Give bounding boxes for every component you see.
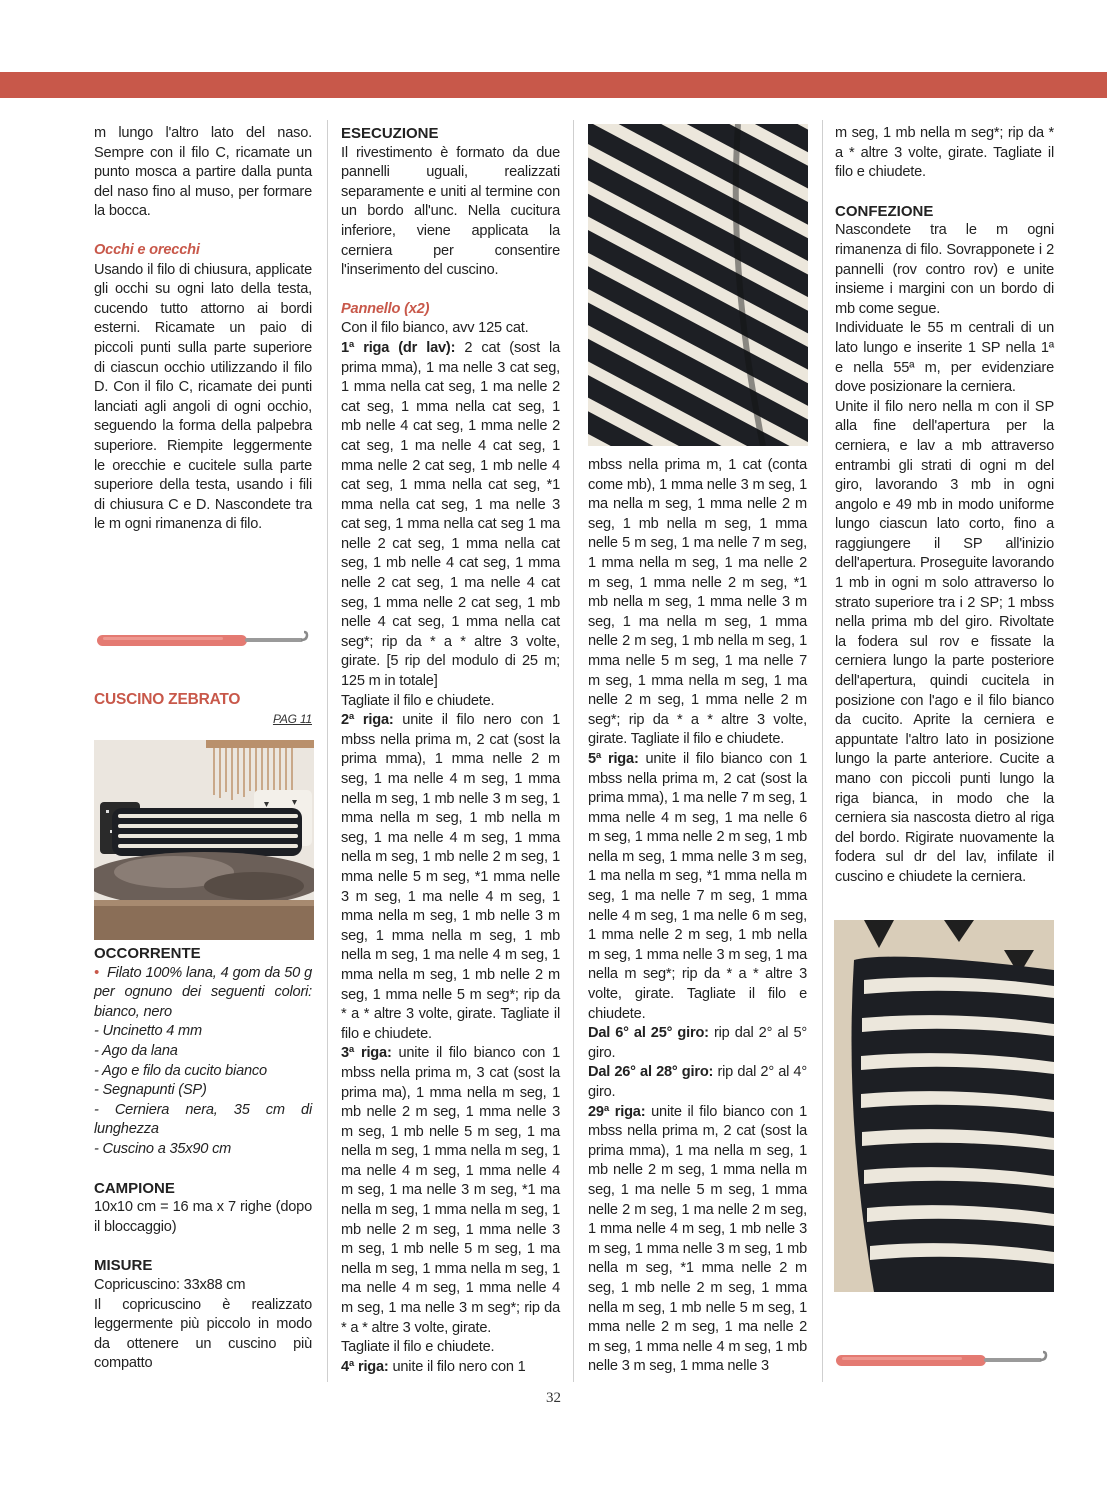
occorrente-item: - Ago da lana <box>94 1042 178 1059</box>
misure-line: Copricuscino: 33x88 cm <box>94 1276 246 1293</box>
riga-1-end: Tagliate il filo e chiudete. <box>341 692 495 709</box>
pillow-photo <box>94 740 314 940</box>
column-2 <box>341 124 560 1377</box>
riga-29: 29ª riga: unite il filo bianco con 1 mbss nella prima m, 2 cat (sost la prima mma), 1 ma nella m seg, 1 mb nelle 2 m seg, 1 mma nella m seg, 1 ma nelle 5 m seg, 1 mma nelle 2 m seg, 1 ma nelle 2 m seg, 1 mma nelle 4 m seg, 1 mb nelle 3 m seg, 1 mma nelle 3 m seg, 1 mb nella m seg, *1 mma nelle 2 m seg, 1 mb nelle 2 m seg, 1 mma nella m seg, 1 mb nelle 5 m seg, 1 mma nelle 2 m seg, 1 ma nelle 2 m seg, 1 mma nelle 4 m seg, 1 mb nelle 3 m seg, 1 mma nelle 3 <box>588 1103 807 1375</box>
column-4 <box>835 124 1054 888</box>
column-3 <box>588 456 807 1377</box>
pillow-corner-photo <box>834 920 1054 1292</box>
occorrente-item: • Filato 100% lana, 4 gom da 50 g per ognuno dei seguenti colori: bianco, nero <box>94 964 312 1020</box>
esecuzione-title: ESECUZIONE <box>341 125 439 142</box>
col4-intro: m seg, 1 mb nella m seg*; rip da * a * altre 3 volte, girate. Tagliate il filo e chiudete. <box>835 125 1054 181</box>
page-number: 32 <box>546 1390 561 1406</box>
riga-1: 1ª riga (dr lav): 2 cat (sost la prima mma), 1 ma nelle 3 cat seg, 1 mma nella cat seg, 1 ma nelle 2 cat seg, 1 mma nella cat seg, 1 mb nelle 4 cat seg, 1 mma nelle 2 cat seg, 1 ma nelle 4 cat seg, 1 mma nelle 2 cat seg, 1 mb nelle 4 cat seg, 1 mma nella cat seg, *1 mma nella cat seg, 1 ma nelle 3 cat seg, 1 mma nella cat seg 1 ma nelle 2 cat seg, 1 mma nella cat seg, 1 mb nelle 4 cat seg, 1 mma nelle 2 cat seg, 1 ma nelle 4 cat seg, 1 mma nelle 2 cat seg, 1 mb nelle 4 cat seg, 1 mma nella cat seg*; rip da * a * altre 3 volte, girate. [5 rip del modulo di 25 m; 125 m in totale] <box>341 339 560 690</box>
pattern-title: CUSCINO ZEBRATO <box>94 691 241 708</box>
occorrente-title: OCCORRENTE <box>94 945 201 962</box>
confezione-title: CONFEZIONE <box>835 202 934 220</box>
occorrente-item: - Ago e filo da cucito bianco <box>94 1062 267 1079</box>
campione-title: CAMPIONE <box>94 1179 175 1197</box>
occorrente-item: - Cerniera nera, 35 cm di lunghezza <box>94 1101 312 1138</box>
riga-4: 4ª riga: unite il filo nero con 1 <box>341 1358 526 1375</box>
riga-4-cont: mbss nella prima m, 1 cat (conta come mb), 1 mma nelle 3 m seg, 1 ma nella m seg, 1 mma nelle 2 m seg, 1 mb nella m seg, 1 mma nelle 5 m seg, 1 ma nelle 7 m seg, 1 mma nella m seg, 1 ma nelle 2 m seg, 1 mma nelle 2 m seg, *1 mb nella m seg, 1 mma nelle 3 m seg, 1 ma nella m seg, 1 mma nelle 2 m seg, 1 mb nella m seg, 1 mma nelle 5 m seg, 1 ma nelle 7 m seg, 1 mma nella m seg, 1 ma nelle 2 m seg, 1 mma nelle 2 m seg*; rip da * a * altre 3 volte, girate. Tagliate il filo e chiudete. <box>588 457 807 748</box>
column-1-lower <box>94 690 312 729</box>
crochet-hook-icon <box>834 1348 1054 1372</box>
esecuzione-text: Il rivestimento è formato da due pannelli uguali, realizzati separamente e uniti al termine con un bordo all'unc. Nella cucitura inferiore, viene applicata la cerniera per consentire l'inserimento del cuscino. <box>341 144 560 279</box>
occorrente-item: - Segnapunti (SP) <box>94 1082 207 1099</box>
section-title-occhi: Occhi e orecchi <box>94 241 200 258</box>
occorrente-item: - Cuscino a 35x90 cm <box>94 1140 232 1157</box>
riga-3: 3ª riga: unite il filo bianco con 1 mbss nella prima m, 3 cat (sost la prima ma), 1 mma nella m seg, 1 mb nelle 2 m seg, 1 mma nelle 3 m seg, 1 mb nelle 5 m seg, 1 ma nella m seg, 1 mma nella m seg, 1 ma nelle 4 m seg, 1 mma nelle 4 m seg, 1 ma nelle 3 m seg, *1 ma nella m seg, 1 mma nella m seg, 1 mb nelle 2 m seg, 1 mma nelle 3 m seg, 1 mb nelle 5 m seg, 1 ma nella m seg, 1 mma nella m seg, 1 ma nelle 4 m seg, 1 mma nelle 4 m seg, 1 ma nelle 3 m seg*; rip da * a * altre 3 volte, girate. <box>341 1045 560 1336</box>
misure-text: Il copricuscino è realizzato leggermente più piccolo in modo da ottenere un cuscino più compatto <box>94 1296 312 1372</box>
riga-5: 5ª riga: unite il filo bianco con 1 mbss nella prima m, 2 cat (sost la prima mma), 1 ma nelle 7 m seg, 1 mma nelle 4 m seg, 1 ma nelle 6 m seg, 1 mma nelle 2 m seg, 1 mb nella m seg, 1 mma nelle 3 m seg, 1 ma nella m seg, *1 mma nella m seg, 1 ma nelle 7 m seg, 1 mma nelle 4 m seg, 1 ma nelle 6 m seg, 1 mma nelle 2 m seg, 1 mb nella m seg, 1 mma nelle 3 m seg, 1 ma nella m seg*; rip da * a * altre 3 volte, girate. Tagliate il filo e chiudete. <box>588 750 807 1022</box>
campione-text: 10x10 cm = 16 ma x 7 righe (dopo il bloccaggio) <box>94 1199 312 1235</box>
column-divider <box>573 120 574 1382</box>
confezione-text: Nascondete tra le m ogni rimanenza di filo. Sovrapponete i 2 pannelli (rov contro rov) e unite insieme i margini con un bordo di mb come segue. <box>835 222 1054 317</box>
riga-2: 2ª riga: unite il filo nero con 1 mbss nella prima m, 2 cat (sost la prima mma), 1 mma nelle 2 m seg, 1 ma nelle 4 m seg, 1 mma nella m seg, 1 mb nelle 3 m seg, 1 mma nella m seg, 1 mb nella m seg, 1 ma nelle 4 m seg, 1 mma nella m seg, 1 mb nelle 2 m seg, 1 mma nelle 5 m seg, *1 mma nelle 3 m seg, 1 ma nelle 4 m seg, 1 mma nella m seg, 1 mb nelle 3 m seg, 1 mma nella m seg, 1 mb nella m seg, 1 ma nelle 4 m seg, 1 mma nella m seg, 1 mb nelle 2 m seg, 1 mma nelle 5 m seg*; rip da * a * altre 3 volte, girate. Tagliate il filo e chiudete. <box>341 712 560 1042</box>
zebra-pillow-closeup-photo <box>588 124 808 446</box>
column-1 <box>94 124 312 535</box>
confezione-text: Unite il filo nero nella m con il SP alla fine dell'apertura per la cerniera, e lav a mb attraverso entrambi gli strati di ogni m del giro, lavorando 3 mb in ogni angolo e 49 mb in modo uniforme lungo ciascun lato corto, fino a raggiungere il SP all'inizio dell'apertura. Proseguite lavorando 1 mb in ogni m solo attraverso lo strato superiore tra i 2 SP; 1 mbss nella prima mb del giro. Rivoltate la fodera sul rov e fissate la cerniera lungo la parte posteriore dell'apertura, quindi cucitela in posizione con l'ago e il filo bianco da cucito. Aprite la cerniera e appuntate l'altro lato in posizione lungo la parte anteriore. Cucite a mano con piccoli punti lungo la riga bianca, in modo che la cerniera sia nascosta dietro al riga del bordo. Rigirate nuovamente la fodera sul dr del lav, infilate il cuscino e chiudete la cerniera. <box>835 398 1054 885</box>
column-1-materials <box>94 944 312 1374</box>
misure-title: MISURE <box>94 1257 153 1275</box>
column-divider <box>822 120 823 1382</box>
pannello-intro: Con il filo bianco, avv 125 cat. <box>341 320 529 337</box>
crochet-hook-icon <box>95 628 313 652</box>
intro-text: m lungo l'altro lato del naso. Sempre con il filo C, ricamate un punto mosca a partire dalla punta del naso fino al muso, per formare la bocca. <box>94 125 312 220</box>
giro-26-28: Dal 26° al 28° giro: rip dal 2° al 4° giro. <box>588 1064 807 1100</box>
occorrente-item: - Uncinetto 4 mm <box>94 1023 202 1040</box>
page-reference: PAG 11 <box>272 711 312 726</box>
giro-6-25: Dal 6° al 25° giro: rip dal 2° al 5° giro. <box>588 1025 807 1061</box>
occhi-text: Usando il filo di chiusura, applicate gli occhi su ogni lato della testa, cucendo tutto attorno ai bordi esterni. Ricamate un paio di piccoli punti sulla parte superiore di ciascun occhio utilizzando il filo D. Con il filo C, ricamate dei punti lanciati agli angoli di ogni occhio, seguendo la forma della palpebra superiore. Riempite leggermente le orecchie e cucitele sulla parte superiore della testa, usando i fili di chiusura C e D. Nascondete tra le m ogni rimanenza di filo. <box>94 261 312 533</box>
top-color-band <box>0 72 1107 98</box>
riga-3-end: Tagliate il filo e chiudete. <box>341 1339 495 1356</box>
pannello-title: Pannello (x2) <box>341 300 430 317</box>
confezione-text: Individuate le 55 m centrali di un lato lungo e inserite 1 SP nella 1ª e nella 55ª m, per evidenziare dove posizionare la cerniera. <box>835 320 1054 396</box>
column-divider <box>327 120 328 1382</box>
